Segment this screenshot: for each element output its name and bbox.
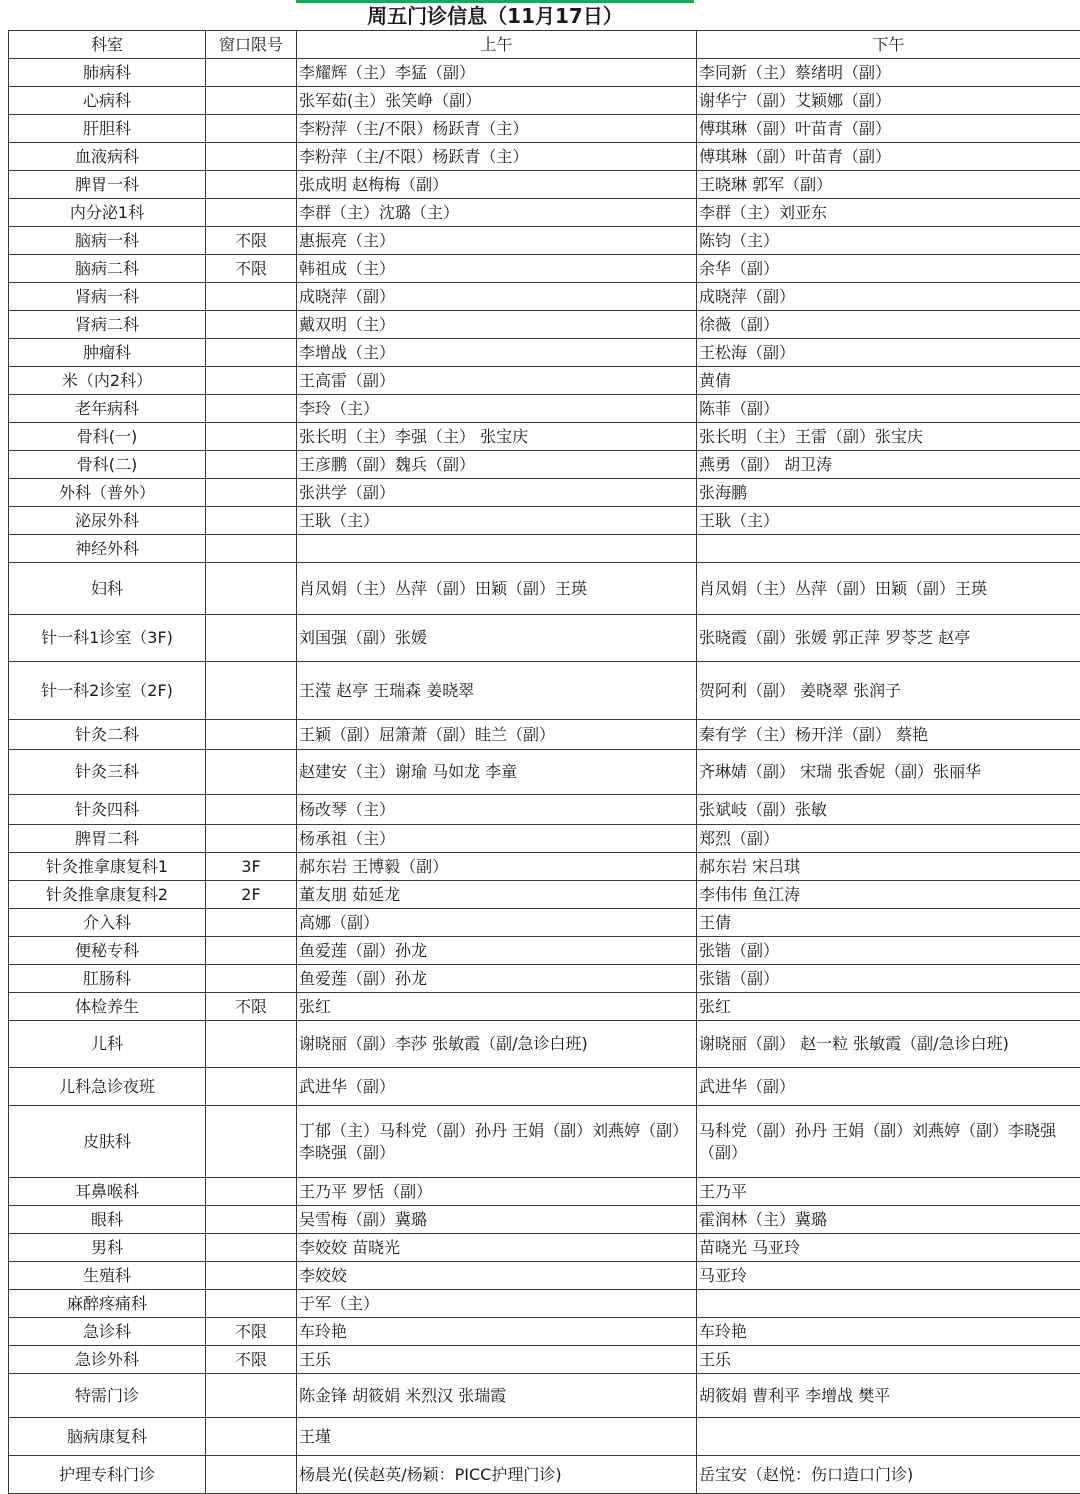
- table-row: [9, 1178, 1080, 1206]
- am-cell: 鱼爱莲（副）孙龙: [297, 937, 697, 965]
- table-row: [9, 171, 1080, 199]
- pm-cell: 齐琳婧（副） 宋瑞 张香妮（副）张丽华: [697, 750, 1080, 795]
- pm-cell: 苗晓光 马亚玲: [697, 1234, 1080, 1262]
- dept-cell: 生殖科: [9, 1262, 206, 1290]
- pm-cell: 郝东岩 宋吕琪: [697, 853, 1080, 881]
- table-row: [9, 1106, 1080, 1178]
- dept-cell: 介入科: [9, 909, 206, 937]
- pm-cell: 李伟伟 鱼江涛: [697, 881, 1080, 909]
- limit-cell: [206, 909, 297, 937]
- am-cell: 高娜（副）: [297, 909, 697, 937]
- dept-cell: 针一科1诊室（3F): [9, 615, 206, 662]
- am-cell: 丁郁（主）马科党（副）孙丹 王娟（副）刘燕婷（副）李晓强（副）: [297, 1106, 697, 1178]
- dept-cell: 针灸推拿康复科2: [9, 881, 206, 909]
- table-row: [9, 720, 1080, 750]
- limit-cell: 不限: [206, 255, 297, 283]
- limit-cell: [206, 143, 297, 171]
- pm-cell: 陈菲（副）: [697, 395, 1080, 423]
- am-cell: 赵建安（主）谢瑜 马如龙 李童: [297, 750, 697, 795]
- table-row: [9, 1374, 1080, 1418]
- dept-cell: 妇科: [9, 563, 206, 615]
- dept-cell: 老年病科: [9, 395, 206, 423]
- dept-cell: 肿瘤科: [9, 339, 206, 367]
- pm-cell: 黄倩: [697, 367, 1080, 395]
- table-row: [9, 283, 1080, 311]
- table-row: [9, 199, 1080, 227]
- limit-cell: [206, 615, 297, 662]
- header-pm: 下午: [697, 31, 1080, 59]
- dept-cell: 骨科(一): [9, 423, 206, 451]
- pm-cell: 岳宝安（赵悦：伤口造口门诊): [697, 1456, 1080, 1494]
- limit-cell: [206, 825, 297, 853]
- limit-cell: [206, 1418, 297, 1456]
- table-row: [9, 853, 1080, 881]
- limit-cell: [206, 451, 297, 479]
- dept-cell: 神经外科: [9, 535, 206, 563]
- dept-cell: 急诊外科: [9, 1346, 206, 1374]
- table-row: [9, 115, 1080, 143]
- am-cell: 李粉萍（主/不限）杨跃青（主）: [297, 143, 697, 171]
- am-cell: 郝东岩 王博毅（副）: [297, 853, 697, 881]
- dept-cell: 脑病二科: [9, 255, 206, 283]
- table-row: [9, 937, 1080, 965]
- dept-cell: 脾胃二科: [9, 825, 206, 853]
- am-cell: 王颖（副）屈箫萧（副）眭兰（副）: [297, 720, 697, 750]
- table-row: [9, 1206, 1080, 1234]
- am-cell: 张军茹(主）张笑峥（副）: [297, 87, 697, 115]
- dept-cell: 肛肠科: [9, 965, 206, 993]
- pm-cell: 王乃平: [697, 1178, 1080, 1206]
- pm-cell: 徐薇（副）: [697, 311, 1080, 339]
- header-limit: 窗口限号: [206, 31, 297, 59]
- pm-cell: 王倩: [697, 909, 1080, 937]
- table-row: [9, 339, 1080, 367]
- dept-cell: 脑病一科: [9, 227, 206, 255]
- table-row: [9, 615, 1080, 662]
- limit-cell: [206, 507, 297, 535]
- limit-cell: 不限: [206, 1318, 297, 1346]
- table-row: [9, 1290, 1080, 1318]
- limit-cell: [206, 563, 297, 615]
- pm-cell: 王乐: [697, 1346, 1080, 1374]
- table-row: [9, 507, 1080, 535]
- dept-cell: 耳鼻喉科: [9, 1178, 206, 1206]
- table-row: [9, 423, 1080, 451]
- pm-cell: 张长明（主）王雷（副）张宝庆: [697, 423, 1080, 451]
- am-cell: 戴双明（主）: [297, 311, 697, 339]
- pm-cell: 谢华宁（副）艾颖娜（副）: [697, 87, 1080, 115]
- pm-cell: 王晓琳 郭军（副）: [697, 171, 1080, 199]
- am-cell: 董友朋 茹延龙: [297, 881, 697, 909]
- am-cell: 杨承祖（主）: [297, 825, 697, 853]
- am-cell: 车玲艳: [297, 1318, 697, 1346]
- table-row: [9, 59, 1080, 87]
- dept-cell: 男科: [9, 1234, 206, 1262]
- dept-cell: 米（内2科）: [9, 367, 206, 395]
- am-cell: 张红: [297, 993, 697, 1021]
- dept-cell: 眼科: [9, 1206, 206, 1234]
- table-row: [9, 825, 1080, 853]
- limit-cell: [206, 937, 297, 965]
- pm-cell: 余华（副）: [697, 255, 1080, 283]
- pm-cell: 谢晓丽（副） 赵一粒 张敏霞（副/急诊白班): [697, 1021, 1080, 1068]
- limit-cell: [206, 1234, 297, 1262]
- pm-cell: 郑烈（副）: [697, 825, 1080, 853]
- pm-cell: 张红: [697, 993, 1080, 1021]
- dept-cell: 体检养生: [9, 993, 206, 1021]
- pm-cell: 霍润林（主）冀璐: [697, 1206, 1080, 1234]
- am-cell: 杨改琴（主）: [297, 795, 697, 825]
- table-row: [9, 1234, 1080, 1262]
- dept-cell: 麻醉疼痛科: [9, 1290, 206, 1318]
- limit-cell: [206, 720, 297, 750]
- am-cell: 李姣姣 苗晓光: [297, 1234, 697, 1262]
- limit-cell: [206, 479, 297, 507]
- am-cell: 于军（主）: [297, 1290, 697, 1318]
- am-cell: 张长明（主）李强（主） 张宝庆: [297, 423, 697, 451]
- pm-cell: 王松海（副）: [697, 339, 1080, 367]
- pm-cell: 马亚玲: [697, 1262, 1080, 1290]
- pm-cell: 车玲艳: [697, 1318, 1080, 1346]
- pm-cell: 秦有学（主）杨开洋（副） 蔡艳: [697, 720, 1080, 750]
- table-row: [9, 1021, 1080, 1068]
- pm-cell: 马科党（副）孙丹 王娟（副）刘燕婷（副）李晓强（副）: [697, 1106, 1080, 1178]
- pm-cell: 傅琪琳（副）叶苗青（副）: [697, 115, 1080, 143]
- table-row: [9, 1346, 1080, 1374]
- am-cell: 李玲（主）: [297, 395, 697, 423]
- table-row: [9, 535, 1080, 563]
- limit-cell: [206, 1374, 297, 1418]
- table-row: [9, 1456, 1080, 1494]
- limit-cell: 2F: [206, 881, 297, 909]
- limit-cell: [206, 423, 297, 451]
- dept-cell: 肾病一科: [9, 283, 206, 311]
- pm-cell: [697, 1290, 1080, 1318]
- limit-cell: [206, 311, 297, 339]
- header-dept: 科室: [9, 31, 206, 59]
- pm-cell: [697, 1418, 1080, 1456]
- table-row: [9, 451, 1080, 479]
- limit-cell: [206, 171, 297, 199]
- dept-cell: 儿科: [9, 1021, 206, 1068]
- pm-cell: 王耿（主）: [697, 507, 1080, 535]
- table-row: [9, 965, 1080, 993]
- header-am: 上午: [297, 31, 697, 59]
- table-row: [9, 909, 1080, 937]
- table-row: [9, 1418, 1080, 1456]
- limit-cell: [206, 115, 297, 143]
- pm-cell: 武进华（副）: [697, 1068, 1080, 1106]
- table-row: [9, 993, 1080, 1021]
- pm-cell: 李群（主）刘亚东: [697, 199, 1080, 227]
- am-cell: 李粉萍（主/不限）杨跃青（主）: [297, 115, 697, 143]
- pm-cell: 张锴（副）: [697, 965, 1080, 993]
- limit-cell: [206, 87, 297, 115]
- am-cell: 李姣姣: [297, 1262, 697, 1290]
- limit-cell: [206, 1290, 297, 1318]
- pm-cell: [697, 535, 1080, 563]
- schedule-table: [8, 30, 1080, 1494]
- dept-cell: 肝胆科: [9, 115, 206, 143]
- limit-cell: [206, 662, 297, 720]
- limit-cell: 不限: [206, 1346, 297, 1374]
- am-cell: 王瑾: [297, 1418, 697, 1456]
- dept-cell: 泌尿外科: [9, 507, 206, 535]
- am-cell: 成晓萍（副）: [297, 283, 697, 311]
- am-cell: 武进华（副）: [297, 1068, 697, 1106]
- table-row: [9, 255, 1080, 283]
- pm-cell: 贺阿利（副） 姜晓翠 张润子: [697, 662, 1080, 720]
- pm-cell: 李同新（主）蔡绪明（副）: [697, 59, 1080, 87]
- am-cell: 李增战（主）: [297, 339, 697, 367]
- am-cell: [297, 535, 697, 563]
- pm-cell: 张斌岐（副）张敏: [697, 795, 1080, 825]
- dept-cell: 脾胃一科: [9, 171, 206, 199]
- table-header-row: [9, 31, 1080, 59]
- limit-cell: [206, 1262, 297, 1290]
- dept-cell: 针一科2诊室（2F): [9, 662, 206, 720]
- table-row: [9, 1068, 1080, 1106]
- am-cell: 韩祖成（主）: [297, 255, 697, 283]
- am-cell: 王乃平 罗恬（副）: [297, 1178, 697, 1206]
- dept-cell: 皮肤科: [9, 1106, 206, 1178]
- am-cell: 刘国强（副）张媛: [297, 615, 697, 662]
- table-row: [9, 143, 1080, 171]
- dept-cell: 肺病科: [9, 59, 206, 87]
- table-row: [9, 750, 1080, 795]
- pm-cell: 燕勇（副） 胡卫涛: [697, 451, 1080, 479]
- table-row: [9, 227, 1080, 255]
- am-cell: 王滢 赵亭 王瑞森 姜晓翠: [297, 662, 697, 720]
- am-cell: 谢晓丽（副）李莎 张敏霞（副/急诊白班): [297, 1021, 697, 1068]
- table-row: [9, 87, 1080, 115]
- am-cell: 陈金锋 胡筱娟 米烈汉 张瑞霞: [297, 1374, 697, 1418]
- limit-cell: [206, 59, 297, 87]
- limit-cell: [206, 1456, 297, 1494]
- table-row: [9, 1318, 1080, 1346]
- table-row: [9, 479, 1080, 507]
- pm-cell: 成晓萍（副）: [697, 283, 1080, 311]
- am-cell: 王高雷（副）: [297, 367, 697, 395]
- dept-cell: 便秘专科: [9, 937, 206, 965]
- am-cell: 张洪学（副）: [297, 479, 697, 507]
- am-cell: 吴雪梅（副）冀璐: [297, 1206, 697, 1234]
- table-row: [9, 1262, 1080, 1290]
- limit-cell: [206, 965, 297, 993]
- limit-cell: 不限: [206, 227, 297, 255]
- dept-cell: 肾病二科: [9, 311, 206, 339]
- limit-cell: [206, 535, 297, 563]
- am-cell: 杨晨光(侯赵英/杨颖：PICC护理门诊): [297, 1456, 697, 1494]
- table-row: [9, 881, 1080, 909]
- dept-cell: 特需门诊: [9, 1374, 206, 1418]
- am-cell: 惠振亮（主）: [297, 227, 697, 255]
- am-cell: 肖凤娟（主）丛萍（副）田颖（副）王瑛: [297, 563, 697, 615]
- am-cell: 王耿（主）: [297, 507, 697, 535]
- limit-cell: [206, 395, 297, 423]
- table-row: [9, 395, 1080, 423]
- am-cell: 李耀辉（主）李猛（副）: [297, 59, 697, 87]
- pm-cell: 肖凤娟（主）丛萍（副）田颖（副）王瑛: [697, 563, 1080, 615]
- dept-cell: 心病科: [9, 87, 206, 115]
- dept-cell: 骨科(二): [9, 451, 206, 479]
- limit-cell: 不限: [206, 993, 297, 1021]
- pm-cell: 胡筱娟 曹利平 李增战 樊平: [697, 1374, 1080, 1418]
- limit-cell: [206, 795, 297, 825]
- dept-cell: 急诊科: [9, 1318, 206, 1346]
- pm-cell: 张晓霞（副）张媛 郭正萍 罗苓芝 赵亭: [697, 615, 1080, 662]
- dept-cell: 针灸二科: [9, 720, 206, 750]
- dept-cell: 脑病康复科: [9, 1418, 206, 1456]
- am-cell: 鱼爱莲（副）孙龙: [297, 965, 697, 993]
- pm-cell: 张锴（副）: [697, 937, 1080, 965]
- limit-cell: [206, 1068, 297, 1106]
- limit-cell: [206, 339, 297, 367]
- dept-cell: 针灸三科: [9, 750, 206, 795]
- dept-cell: 针灸四科: [9, 795, 206, 825]
- limit-cell: [206, 1021, 297, 1068]
- limit-cell: 3F: [206, 853, 297, 881]
- dept-cell: 针灸推拿康复科1: [9, 853, 206, 881]
- pm-cell: 傅琪琳（副）叶苗青（副）: [697, 143, 1080, 171]
- limit-cell: [206, 1178, 297, 1206]
- limit-cell: [206, 367, 297, 395]
- limit-cell: [206, 1206, 297, 1234]
- am-cell: 张成明 赵梅梅（副）: [297, 171, 697, 199]
- table-row: [9, 367, 1080, 395]
- limit-cell: [206, 199, 297, 227]
- limit-cell: [206, 1106, 297, 1178]
- dept-cell: 儿科急诊夜班: [9, 1068, 206, 1106]
- table-row: [9, 662, 1080, 720]
- limit-cell: [206, 750, 297, 795]
- dept-cell: 外科（普外）: [9, 479, 206, 507]
- limit-cell: [206, 283, 297, 311]
- dept-cell: 护理专科门诊: [9, 1456, 206, 1494]
- table-row: [9, 311, 1080, 339]
- am-cell: 李群（主）沈璐（主）: [297, 199, 697, 227]
- page-title: 周五门诊信息（11月17日）: [296, 3, 694, 30]
- table-row: [9, 563, 1080, 615]
- am-cell: 王乐: [297, 1346, 697, 1374]
- dept-cell: 血液病科: [9, 143, 206, 171]
- pm-cell: 陈钧（主）: [697, 227, 1080, 255]
- dept-cell: 内分泌1科: [9, 199, 206, 227]
- table-row: [9, 795, 1080, 825]
- pm-cell: 张海鹏: [697, 479, 1080, 507]
- am-cell: 王彦鹏（副）魏兵（副）: [297, 451, 697, 479]
